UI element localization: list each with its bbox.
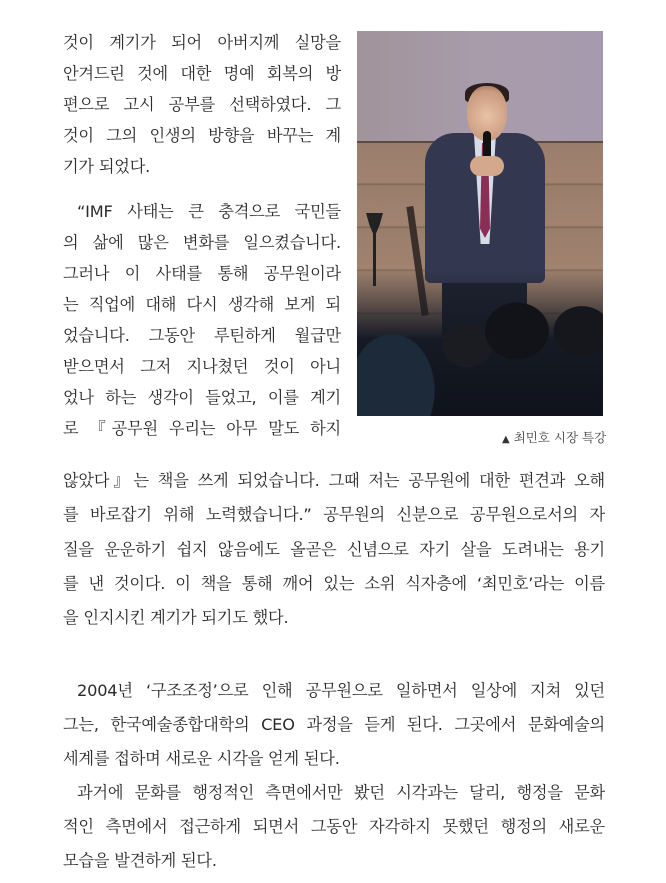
text-line: 었습니다. 그동안 루틴하게 월급만 (63, 326, 341, 345)
text-line: 않았다』는 책을 쓰게 되었습니다. 그때 저는 공무원에 대한 편견과 오해 (63, 471, 605, 490)
triangle-up-icon: ▲ (502, 434, 510, 445)
text-line: 그는, 한국예술종합대학의 CEO 과정을 듣게 된다. 그곳에서 문화예술의 (63, 715, 605, 734)
lecture-photo (357, 31, 603, 416)
photo-caption (502, 428, 612, 448)
text-line: 적인 측면에서 접근하게 되면서 그동안 자각하지 못했던 행정의 새로운 (63, 817, 605, 836)
text-line: 었나 하는 생각이 들었고, 이를 계기 (63, 388, 341, 407)
text-line: 는 직업에 대해 다시 생각해 보게 되 (63, 295, 341, 314)
speaker-hands (470, 156, 504, 176)
text-line: 로 『공무원 우리는 아무 말도 하지 (63, 419, 341, 438)
text-line: 것이 그의 인생의 방향을 바꾸는 계 (63, 126, 341, 145)
text-line: 기가 되었다. (63, 157, 151, 176)
text-line: 받으면서 그저 지나쳤던 것이 아니 (63, 357, 341, 376)
text-line: 안겨드린 것에 대한 명예 회복의 방 (63, 64, 341, 83)
text-line: 모습을 발견하게 된다. (63, 851, 217, 870)
text-line: 2004년 ‘구조조정’으로 인해 공무원으로 일하면서 일상에 지쳐 있던 (77, 681, 605, 700)
text-line: 그러나 이 사태를 통해 공무원이라 (63, 264, 341, 283)
text-line: 것이 계기가 되어 아버지께 실망을 (63, 33, 341, 52)
text-line: 편으로 고시 공부를 선택하였다. 그 (63, 95, 341, 114)
text-line: 의 삶에 많은 변화를 일으켰습니다. (63, 233, 341, 252)
text-line: 을 인지시킨 계기가 되기도 했다. (63, 608, 289, 627)
text-line: 세계를 접하며 새로운 시각을 얻게 된다. (63, 749, 340, 768)
caption-text: 최민호 시장 특강 (513, 430, 607, 445)
text-line: “IMF 사태는 큰 충격으로 국민들 (77, 202, 341, 221)
audience-silhouettes (357, 271, 603, 416)
text-line: 질을 운운하기 쉽지 않음에도 올곧은 신념으로 자기 살을 도려내는 용기 (63, 540, 605, 559)
text-line: 를 낸 것이다. 이 책을 통해 깨어 있는 소위 식자층에 ‘최민호’라는 이름 (63, 574, 605, 593)
text-line: 과거에 문화를 행정적인 측면에서만 봤던 시각과는 달리, 행정을 문화 (77, 783, 605, 802)
text-line: 를 바로잡기 위해 노력했습니다.” 공무원의 신분으로 공무원으로서의 자 (63, 505, 605, 524)
